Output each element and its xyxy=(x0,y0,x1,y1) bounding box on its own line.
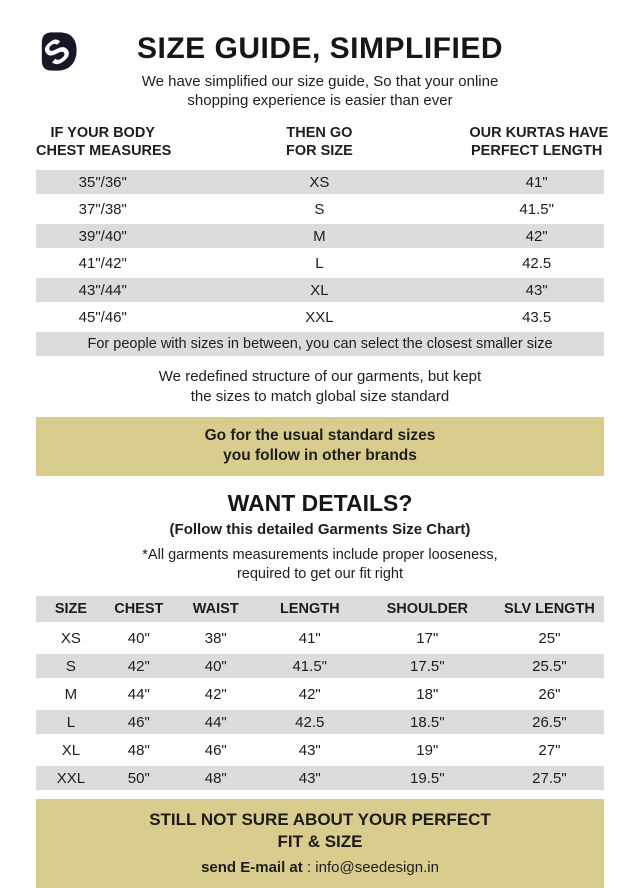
contact-line-2: FIT & SIZE xyxy=(277,832,363,851)
column-header-chest-measures: IF YOUR BODY CHEST MEASURES xyxy=(36,125,172,159)
table-cell: 19.5" xyxy=(410,769,445,787)
table-row xyxy=(36,682,604,706)
table-cell: 44" xyxy=(127,685,150,703)
table-cell: 38" xyxy=(204,629,227,647)
table-cell: 26.5" xyxy=(532,713,567,731)
column-header-perfect-length: OUR KURTAS HAVE PERFECT LENGTH xyxy=(469,125,609,159)
table-row xyxy=(36,305,604,329)
body-size-table-header xyxy=(36,124,609,160)
email-separator: : xyxy=(302,859,316,876)
table-row xyxy=(36,766,604,790)
standard-sizes-line-2: you follow in other brands xyxy=(223,447,417,464)
table-cell: 25" xyxy=(538,629,561,647)
table-row xyxy=(36,278,604,302)
subtitle-line-2: shopping experience is easier than ever xyxy=(187,92,453,109)
table-cell: 42" xyxy=(127,657,150,675)
want-details-title: WANT DETAILS? xyxy=(227,490,413,516)
standard-sizes-banner xyxy=(36,417,604,476)
table-cell: XL xyxy=(310,281,329,299)
redefined-note-line-1: We redefined structure of our garments, but kept xyxy=(158,368,482,385)
table-cell: M xyxy=(313,227,326,245)
table-cell: XXL xyxy=(56,769,86,787)
table-cell: 26" xyxy=(538,685,561,703)
subtitle-line-1: We have simplified our size guide, So that your online xyxy=(141,73,499,90)
contact-banner xyxy=(36,799,604,888)
table-cell: L xyxy=(315,254,324,272)
table-cell: 43" xyxy=(298,741,321,759)
table-cell: S xyxy=(65,657,76,675)
looseness-note-line-1: *All garments measurements include proper looseness, xyxy=(142,547,498,563)
table-cell: 39"/40" xyxy=(78,227,127,245)
table-cell: 43" xyxy=(525,281,548,299)
column-header-length: LENGTH xyxy=(279,601,340,617)
page-title: SIZE GUIDE, SIMPLIFIED xyxy=(136,32,504,65)
table-cell: 17" xyxy=(416,629,439,647)
email-label: send E-mail at xyxy=(201,859,303,876)
standard-sizes-line-1: Go for the usual standard sizes xyxy=(204,427,436,444)
table-cell: 40" xyxy=(204,657,227,675)
table-cell: 43.5 xyxy=(522,308,552,326)
table-cell: 27" xyxy=(538,741,561,759)
table-cell: 46" xyxy=(204,741,227,759)
contact-line-1: STILL NOT SURE ABOUT YOUR PERFECT xyxy=(149,810,491,829)
redefined-note-line-2: the sizes to match global size standard xyxy=(190,388,450,405)
table-cell: L xyxy=(66,713,76,731)
table-cell: 41"/42" xyxy=(78,254,127,272)
column-header-chest: CHEST xyxy=(114,601,164,617)
body-size-table xyxy=(36,124,609,356)
table-cell: 44" xyxy=(204,713,227,731)
table-cell: 17.5" xyxy=(410,657,445,675)
table-cell: 35"/36" xyxy=(78,173,127,191)
table-row xyxy=(36,654,604,678)
table-cell: 46" xyxy=(127,713,150,731)
table-cell: 41" xyxy=(525,173,548,191)
looseness-note xyxy=(0,546,640,584)
table-cell: 27.5" xyxy=(532,769,567,787)
table-cell: 40" xyxy=(127,629,150,647)
page-subtitle xyxy=(0,72,640,110)
redefined-structure-note xyxy=(0,367,640,407)
table-cell: 19" xyxy=(416,741,439,759)
column-header-size: SIZE xyxy=(54,601,88,617)
column-header-go-for-size: THEN GO FOR SIZE xyxy=(285,125,353,159)
table-cell: 41" xyxy=(298,629,321,647)
table-cell: M xyxy=(64,685,78,703)
table-cell: 25.5" xyxy=(532,657,567,675)
table-cell: 43"/44" xyxy=(78,281,127,299)
table-cell: 48" xyxy=(204,769,227,787)
table-cell: 42" xyxy=(204,685,227,703)
table-cell: 50" xyxy=(127,769,150,787)
table-cell: 45"/46" xyxy=(78,308,127,326)
want-details-section xyxy=(0,490,640,584)
s-monogram-logo-icon xyxy=(33,28,80,75)
garments-size-chart xyxy=(36,596,604,790)
looseness-note-line-2: required to get our fit right xyxy=(236,566,404,582)
svg-text:S: S xyxy=(37,31,78,74)
email-address: info@seedesign.in xyxy=(315,859,439,876)
table-row xyxy=(36,710,604,734)
table-cell: 41.5" xyxy=(292,657,327,675)
column-header-waist: WAIST xyxy=(192,601,239,617)
in-between-sizes-note: For people with sizes in between, you can select the closest smaller size xyxy=(36,332,604,356)
table-cell: 42.5 xyxy=(295,713,325,731)
table-row xyxy=(36,251,604,275)
table-row xyxy=(36,626,604,650)
table-cell: 42" xyxy=(298,685,321,703)
table-cell: 43" xyxy=(298,769,321,787)
table-cell: XL xyxy=(61,741,81,759)
table-row xyxy=(36,197,604,221)
table-cell: S xyxy=(314,200,325,218)
table-cell: XXL xyxy=(305,308,334,326)
table-cell: 37"/38" xyxy=(78,200,127,218)
header xyxy=(0,0,640,110)
table-cell: 42" xyxy=(525,227,548,245)
table-cell: 48" xyxy=(127,741,150,759)
contact-email-line xyxy=(36,859,604,876)
table-row xyxy=(36,738,604,762)
column-header-shoulder: SHOULDER xyxy=(386,601,468,617)
garments-chart-header xyxy=(36,596,604,622)
want-details-subtitle: (Follow this detailed Garments Size Chart) xyxy=(169,521,471,538)
table-cell: 42.5 xyxy=(522,254,552,272)
table-row xyxy=(36,170,604,194)
table-cell: XS xyxy=(309,173,330,191)
table-cell: XS xyxy=(60,629,81,647)
table-cell: 41.5" xyxy=(519,200,554,218)
table-cell: 18.5" xyxy=(410,713,445,731)
column-header-slv-length: SLV LENGTH xyxy=(504,601,595,617)
table-cell: 18" xyxy=(416,685,439,703)
table-row xyxy=(36,224,604,248)
